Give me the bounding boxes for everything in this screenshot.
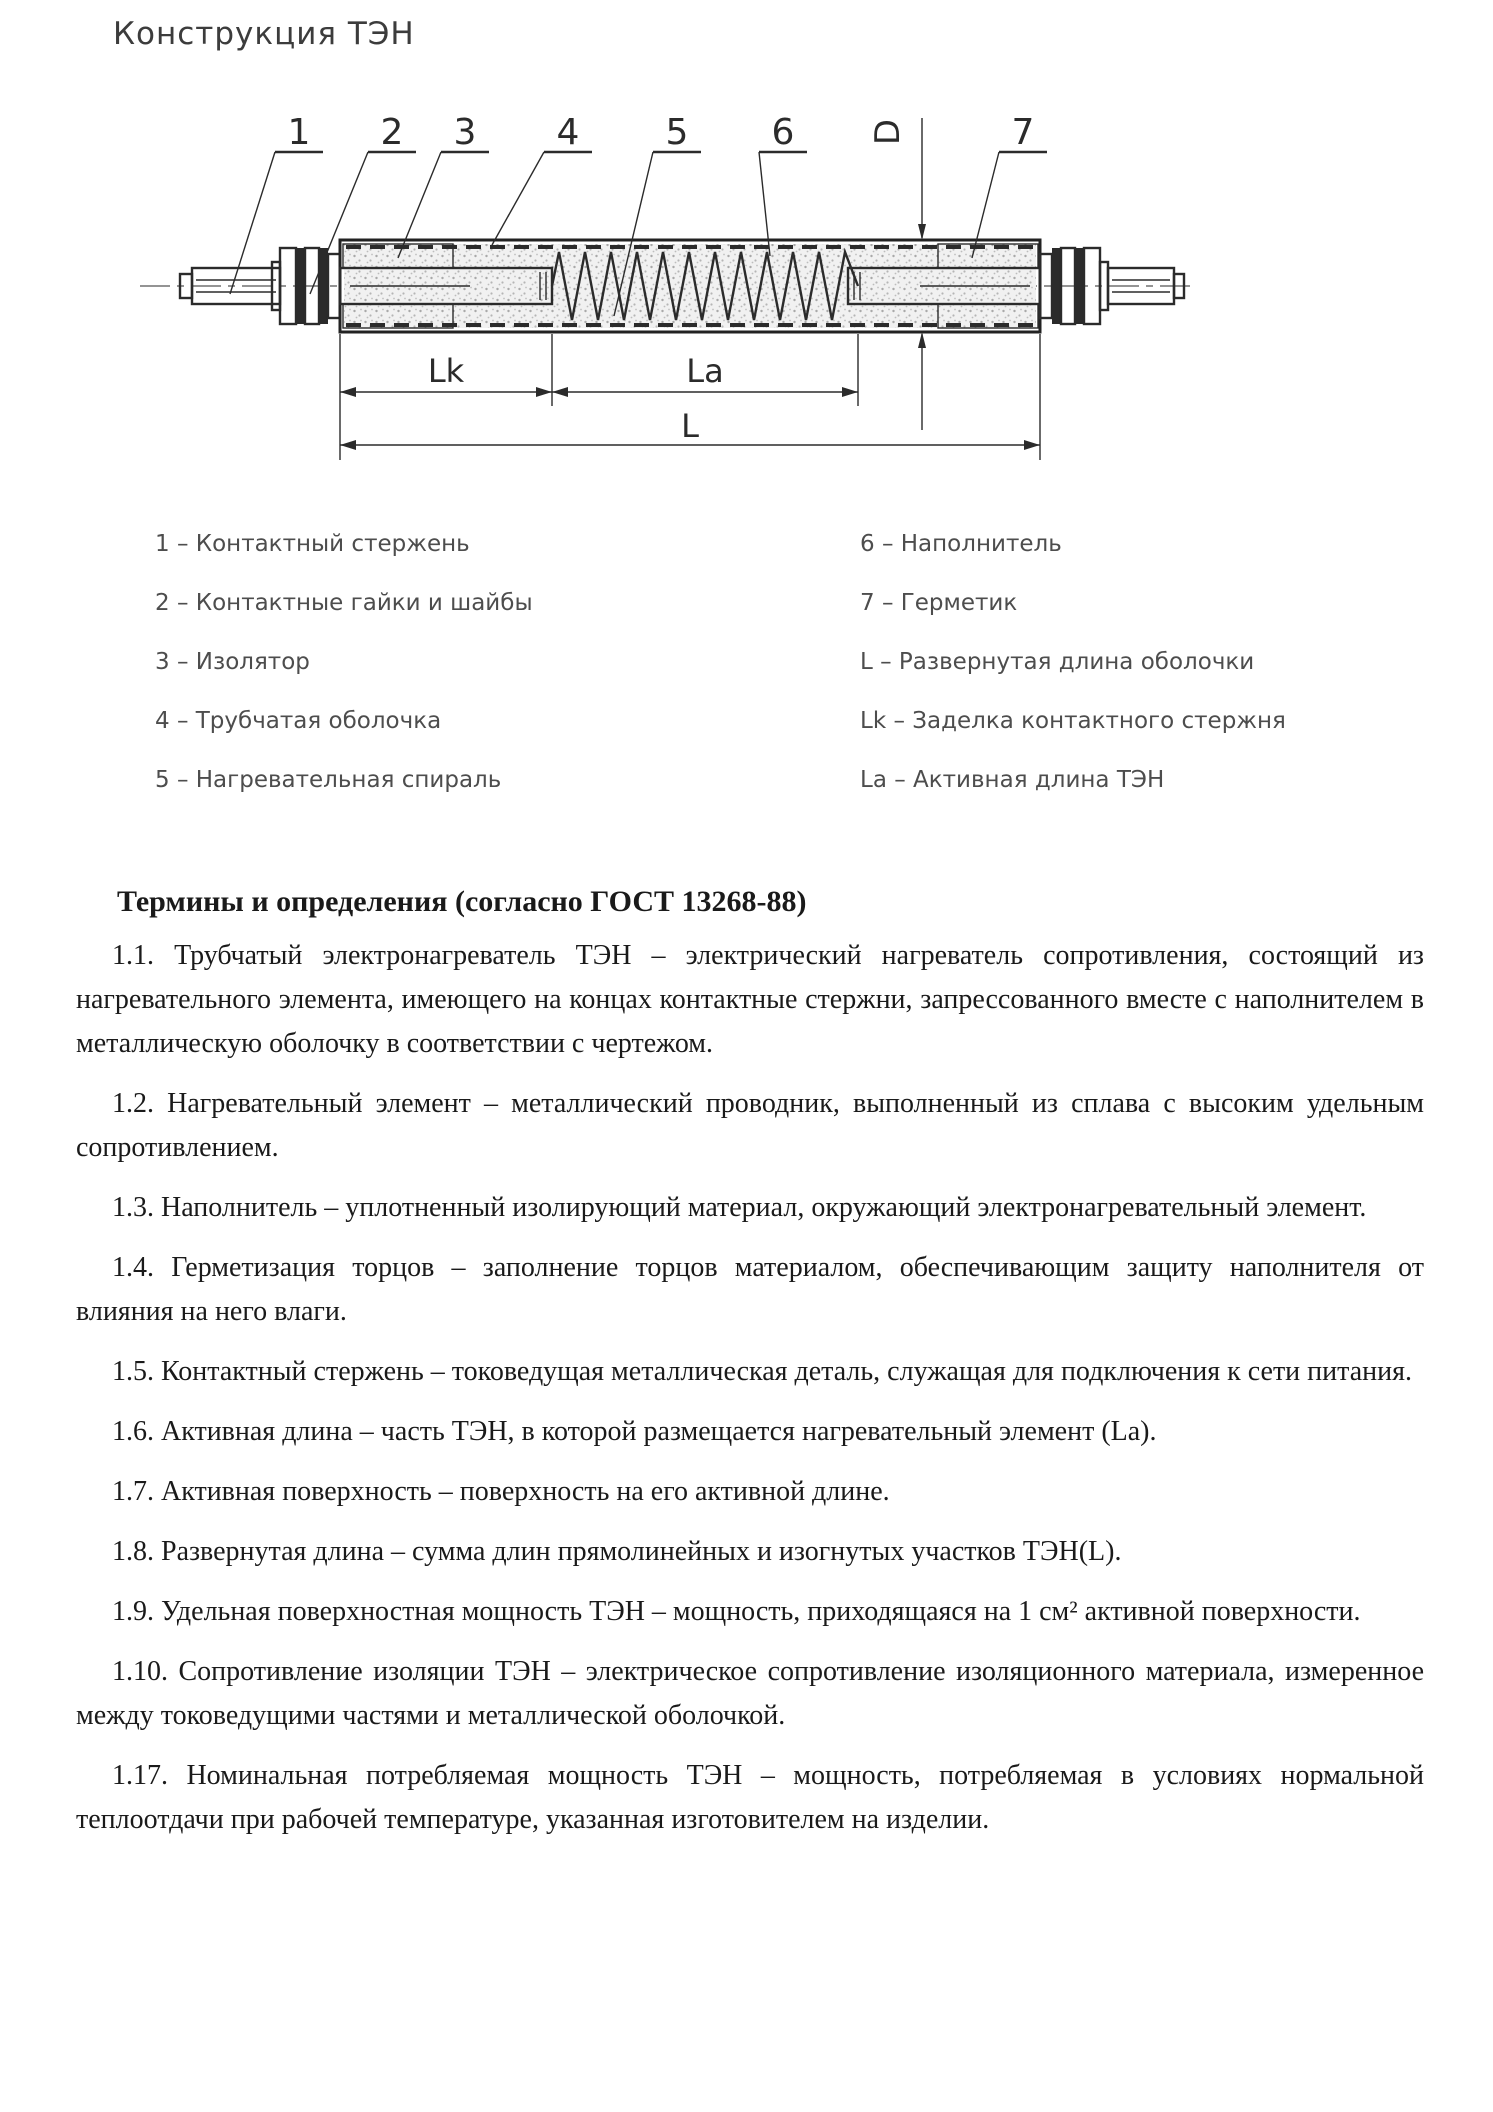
term-paragraph-1-17: 1.17. Номинальная потребляемая мощность ТЭН – мощность, потребляемая в условиях нормальной теплоотдачи при рабочей температуре, указанная изготовителем на изделии. [76, 1760, 1424, 1835]
dim-l [340, 407, 1040, 450]
page-title: Конструкция ТЭН [113, 16, 415, 52]
legend-item-contact-rod: 1 – Контактный стержень [155, 531, 470, 557]
legend-column-right [860, 532, 1286, 827]
callout-7 [972, 112, 1047, 258]
dim-lk [340, 352, 552, 397]
dim-la-label: La [686, 352, 724, 390]
terms-heading: Термины и определения (согласно ГОСТ 13268-88) [117, 885, 807, 918]
legend-item-sealant: 7 – Герметик [860, 590, 1018, 616]
callout-1 [230, 112, 323, 294]
callout-3 [398, 112, 489, 258]
legend-item-insulator: 3 – Изолятор [155, 649, 310, 675]
term-paragraph-1-8: 1.8. Развернутая длина – сумма длин прямолинейных и изогнутых участков ТЭН(L). [112, 1536, 1122, 1567]
term-paragraph-1-2: 1.2. Нагревательный элемент – металлический проводник, выполненный из сплава с высоким удельным сопротивлением. [76, 1088, 1424, 1163]
term-paragraph-1-10: 1.10. Сопротивление изоляции ТЭН – электрическое сопротивление изоляционного материала, измеренное между токоведущими частями и металлической оболочкой. [76, 1656, 1424, 1731]
legend-item-length-la: La – Активная длина ТЭН [860, 767, 1165, 793]
callout-6 [759, 112, 807, 256]
dim-la [552, 352, 858, 397]
term-paragraph-1-9: 1.9. Удельная поверхностная мощность ТЭН – мощность, приходящаяся на 1 см² активной поверхности. [112, 1596, 1361, 1627]
dim-l-label: L [681, 407, 699, 445]
term-paragraph-1-3: 1.3. Наполнитель – уплотненный изолирующий материал, окружающий электронагревательный элемент. [112, 1192, 1367, 1223]
term-paragraph-1-7: 1.7. Активная поверхность – поверхность на его активной длине. [112, 1476, 890, 1507]
dim-diameter-label: D [868, 118, 908, 146]
legend-item-length-l: L – Развернутая длина оболочки [860, 649, 1255, 675]
callout-3-label: 3 [453, 112, 477, 153]
legend-item-heating-coil: 5 – Нагревательная спираль [155, 767, 502, 793]
callout-6-label: 6 [771, 112, 795, 153]
term-paragraph-1-1: 1.1. Трубчатый электронагреватель ТЭН – электрический нагреватель сопротивления, состоящий из нагревательного элемента, имеющего на концах контактные стержни, запрессованного вместе с наполнителем в металлическую оболочку в соответствии с чертежом. [76, 940, 1424, 1059]
legend-item-filler: 6 – Наполнитель [860, 531, 1062, 557]
callout-4-label: 4 [556, 112, 580, 153]
dim-lk-label: Lk [427, 352, 465, 390]
legend-item-tube-shell: 4 – Трубчатая оболочка [155, 708, 442, 734]
term-paragraph-1-5: 1.5. Контактный стержень – токоведущая металлическая деталь, служащая для подключения к сети питания. [112, 1356, 1412, 1387]
legend-item-nuts-washers: 2 – Контактные гайки и шайбы [155, 590, 533, 616]
callout-2-label: 2 [380, 112, 404, 153]
legend-column-left [155, 532, 533, 827]
callout-5-label: 5 [665, 112, 689, 153]
callout-7-label: 7 [1011, 112, 1035, 153]
callout-4 [492, 112, 592, 245]
term-paragraph-1-6: 1.6. Активная длина – часть ТЭН, в которой размещается нагревательный элемент (La). [112, 1416, 1157, 1447]
callout-1-label: 1 [287, 112, 311, 153]
legend-item-length-lk: Lk – Заделка контактного стержня [860, 708, 1286, 734]
term-paragraph-1-4: 1.4. Герметизация торцов – заполнение торцов материалом, обеспечивающим защиту наполнителя от влияния на него влаги. [76, 1252, 1424, 1327]
heater-construction-diagram [0, 88, 1250, 478]
terms-section [0, 884, 1493, 1858]
